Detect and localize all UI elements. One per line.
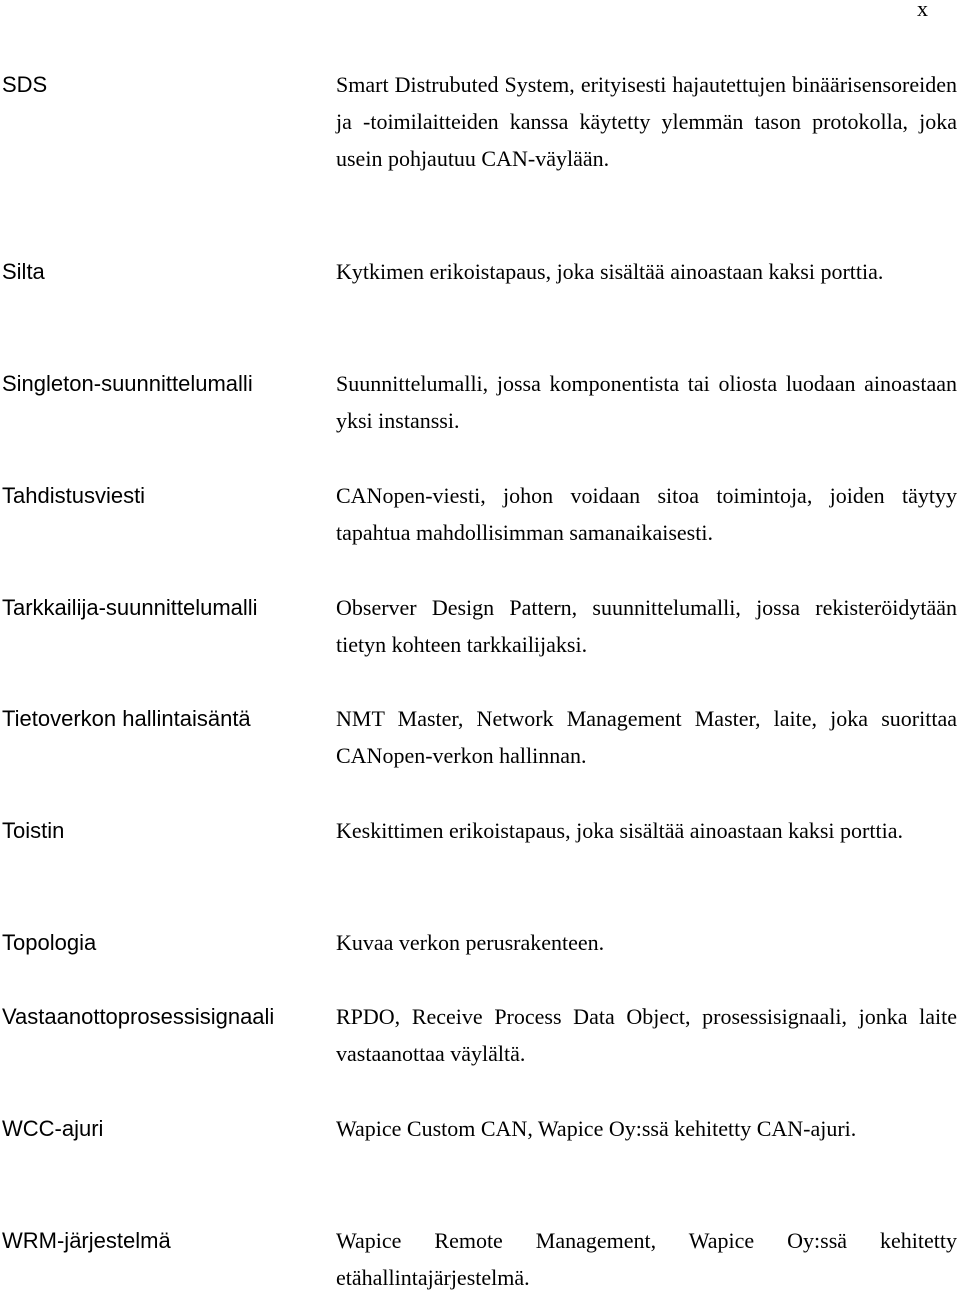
glossary-term: Singleton-suunnittelumalli [2, 371, 253, 396]
glossary-definition: Kuvaa verkon perusrakenteen. [336, 930, 605, 955]
glossary-definition: RPDO, Receive Process Data Object, prosessisignaali, jonka laite vastaanottaa väylältä. [336, 1004, 957, 1066]
glossary-definition: CANopen-viesti, johon voidaan sitoa toimintoja, joiden täytyy tapahtua mahdollisimman samanaikaisesti. [336, 483, 957, 545]
page-number: x [917, 0, 928, 21]
glossary-definition: Keskittimen erikoistapaus, joka sisältää ainoastaan kaksi porttia. [336, 818, 903, 843]
glossary-term: WCC-ajuri [2, 1116, 104, 1141]
glossary-term: Tietoverkon hallintaisäntä [2, 706, 251, 731]
glossary-definition: Observer Design Pattern, suunnittelumalli, jossa rekisteröidytään tietyn kohteen tarkkailijaksi. [336, 595, 957, 657]
glossary-definition: Wapice Custom CAN, Wapice Oy:ssä kehitetty CAN-ajuri. [336, 1116, 857, 1141]
glossary-definition: Wapice Remote Management, Wapice Oy:ssä kehitetty etähallintajärjestelmä. [336, 1228, 957, 1290]
glossary-term: Vastaanottoprosessisignaali [2, 1004, 275, 1029]
glossary-definition: Suunnittelumalli, jossa komponentista tai oliosta luodaan ainoastaan yksi instanssi. [336, 371, 957, 433]
glossary-definition: Kytkimen erikoistapaus, joka sisältää ainoastaan kaksi porttia. [336, 259, 884, 284]
glossary-term: Tahdistusviesti [2, 483, 146, 508]
glossary-term: WRM-järjestelmä [2, 1228, 171, 1253]
glossary-term: Silta [2, 259, 45, 284]
glossary-definition: NMT Master, Network Management Master, laite, joka suorittaa CANopen-verkon hallinnan. [336, 706, 957, 768]
glossary-term: Tarkkailija-suunnittelumalli [2, 595, 258, 620]
glossary-definition: Smart Distrubuted System, erityisesti hajautettujen binäärisensoreiden ja -toimilaitteiden kanssa käytetty ylemmän tason protokolla, joka usein pohjautuu CAN-väylään. [336, 72, 957, 171]
glossary-term: SDS [2, 72, 48, 97]
glossary-term: Toistin [2, 818, 65, 843]
glossary-term: Topologia [2, 930, 97, 955]
